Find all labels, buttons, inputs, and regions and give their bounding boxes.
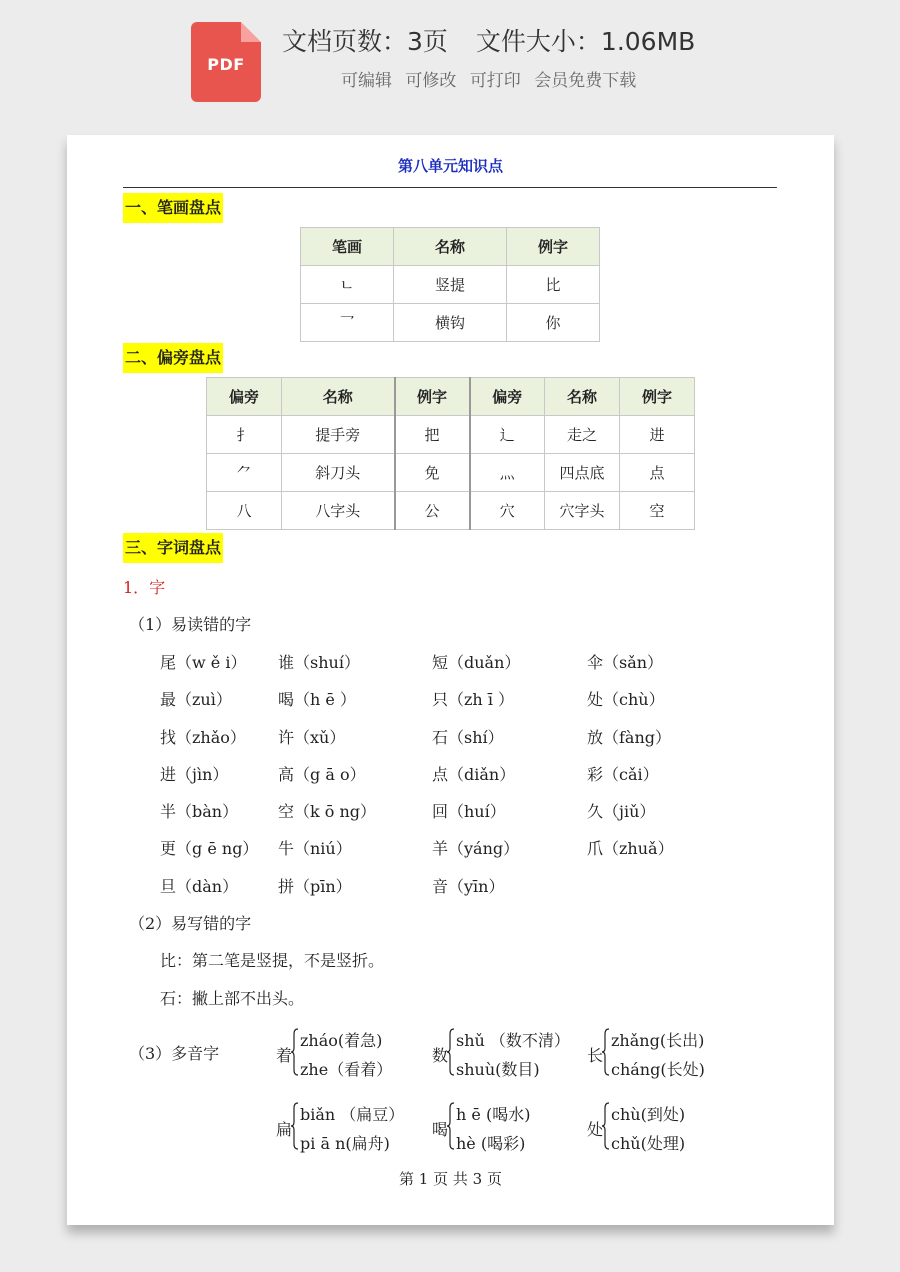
page-footer: 第 1 页 共 3 页 — [399, 1170, 502, 1188]
download-header — [0, 0, 900, 130]
polyphone-reading: cháng(长处) — [611, 1060, 705, 1079]
brace-icon — [447, 1102, 455, 1150]
table-cell: 进 — [620, 416, 695, 454]
brace-icon — [602, 1102, 610, 1150]
char-item: 半（bàn） — [160, 802, 239, 821]
char-item: 点（diǎn） — [432, 765, 516, 784]
char-item: 喝（h ē ） — [278, 690, 356, 709]
polyphone-reading: hè (喝彩) — [456, 1134, 526, 1153]
table-header-cell: 例字 — [507, 228, 600, 266]
table-cell: 提手旁 — [282, 416, 395, 454]
table-header-cell: 名称 — [282, 378, 395, 416]
document-page — [67, 135, 834, 1225]
table-header-cell: 名称 — [545, 378, 620, 416]
section-words-heading: 三、字词盘点 — [123, 533, 223, 563]
polyphone-char: 长 — [587, 1046, 604, 1065]
char-item: 许（xǔ） — [278, 728, 346, 747]
polyphone-reading: shǔ （数不清） — [456, 1031, 570, 1050]
table-cell: 八字头 — [282, 492, 395, 530]
char-item: 爪（zhuǎ） — [587, 839, 674, 858]
polyphone-reading: zhe（看着） — [300, 1060, 393, 1079]
table-header-cell: 偏旁 — [207, 378, 282, 416]
polyphone-reading: chù(到处) — [611, 1105, 686, 1124]
table-header-row — [301, 228, 600, 266]
char-item: 放（fàng） — [587, 728, 672, 747]
table-header-row — [207, 378, 695, 416]
table-row — [207, 492, 695, 530]
feature-list — [341, 66, 644, 91]
writing-note: 比：第二笔是竖提，不是竖折。 — [160, 951, 385, 970]
table-cell: 把 — [395, 416, 470, 454]
table-cell: 穴 — [470, 492, 545, 530]
table-cell: 四点底 — [545, 454, 620, 492]
table-header-cell: 名称 — [394, 228, 507, 266]
polyphone-reading: biǎn （扁豆） — [300, 1105, 405, 1124]
table-row — [207, 416, 695, 454]
table-row — [207, 454, 695, 492]
table-cell: 扌 — [207, 416, 282, 454]
title-divider — [123, 187, 777, 188]
polyphone-char: 着 — [276, 1046, 293, 1065]
char-item: 短（duǎn） — [432, 653, 521, 672]
polyphone-reading: pi ā n(扁舟) — [300, 1134, 390, 1153]
char-item: 找（zhǎo） — [160, 728, 246, 747]
table-row — [301, 304, 600, 342]
table-cell: 八 — [207, 492, 282, 530]
table-cell: 公 — [395, 492, 470, 530]
table-cell: 乛 — [301, 304, 394, 342]
feature-printable: 可打印 — [469, 71, 521, 91]
section-strokes-heading: 一、笔画盘点 — [123, 193, 223, 223]
char-item: 回（huí） — [432, 802, 506, 821]
page-count: 文档页数：3页 — [282, 27, 448, 56]
table-cell: 辶 — [470, 416, 545, 454]
char-item: 只（zh ī ） — [432, 690, 515, 709]
table-cell: 你 — [507, 304, 600, 342]
table-cell: 竖提 — [394, 266, 507, 304]
char-item: 最（zuì） — [160, 690, 232, 709]
char-item: 更（g ē ng） — [160, 839, 259, 858]
polyphone-reading: zhǎng(长出) — [611, 1031, 705, 1050]
brace-icon — [602, 1028, 610, 1076]
char-item: 谁（shuí） — [278, 653, 360, 672]
polyphone-reading: shuù(数目) — [456, 1060, 540, 1079]
table-cell: 空 — [620, 492, 695, 530]
subsection-characters: 1．字 — [123, 578, 166, 597]
file-info-title — [282, 22, 695, 58]
brace-icon — [291, 1102, 299, 1150]
char-item: 处（chù） — [587, 690, 665, 709]
file-size: 文件大小：1.06MB — [475, 27, 696, 56]
table-header-cell: 例字 — [395, 378, 470, 416]
table-cell: 走之 — [545, 416, 620, 454]
table-header-cell: 笔画 — [301, 228, 394, 266]
char-item: 彩（cǎi） — [587, 765, 659, 784]
char-item: 拼（pīn） — [278, 877, 352, 896]
table-cell: 灬 — [470, 454, 545, 492]
radicals-table — [206, 377, 695, 530]
strokes-table — [300, 227, 600, 342]
table-cell: 斜刀头 — [282, 454, 395, 492]
char-item: 石（shí） — [432, 728, 504, 747]
polyphone-reading: h ē (喝水) — [456, 1105, 531, 1124]
section-radicals-heading: 二、偏旁盘点 — [123, 343, 223, 373]
subsection-misread-chars: （1）易读错的字 — [129, 615, 252, 634]
brace-icon — [291, 1028, 299, 1076]
table-cell: 穴字头 — [545, 492, 620, 530]
feature-member-download: 会员免费下载 — [534, 71, 637, 91]
char-item: 羊（yáng） — [432, 839, 520, 858]
char-item: 高（g ā o） — [278, 765, 366, 784]
char-item: 尾（w ě i） — [160, 653, 247, 672]
table-cell: ㄴ — [301, 266, 394, 304]
polyphone-char: 扁 — [276, 1120, 293, 1139]
table-cell: 免 — [395, 454, 470, 492]
table-cell: ⺈ — [207, 454, 282, 492]
polyphone-char: 处 — [587, 1120, 604, 1139]
table-cell: 点 — [620, 454, 695, 492]
char-item: 空（k ō ng） — [278, 802, 377, 821]
document-title: 第八单元知识点 — [397, 157, 503, 175]
subsection-miswritten-chars: （2）易写错的字 — [129, 914, 252, 933]
writing-note: 石：撇上部不出头。 — [160, 989, 305, 1008]
pdf-file-icon: PDF — [191, 22, 261, 102]
feature-modifiable: 可修改 — [405, 71, 457, 91]
char-item: 伞（sǎn） — [587, 653, 664, 672]
table-cell: 横钩 — [394, 304, 507, 342]
table-cell: 比 — [507, 266, 600, 304]
char-item: 音（yīn） — [432, 877, 505, 896]
brace-icon — [447, 1028, 455, 1076]
feature-editable: 可编辑 — [341, 71, 392, 91]
polyphone-char: 喝 — [432, 1120, 449, 1139]
char-item: 旦（dàn） — [160, 877, 239, 896]
polyphone-reading: zháo(着急) — [300, 1031, 383, 1050]
table-header-cell: 例字 — [620, 378, 695, 416]
char-item: 久（jiǔ） — [587, 802, 656, 821]
table-header-cell: 偏旁 — [470, 378, 545, 416]
char-item: 牛（niú） — [278, 839, 352, 858]
table-row — [301, 266, 600, 304]
polyphone-reading: chǔ(处理) — [611, 1134, 686, 1153]
char-item: 进（jìn） — [160, 765, 229, 784]
polyphone-char: 数 — [432, 1046, 449, 1065]
subsection-polyphones: （3）多音字 — [129, 1044, 220, 1063]
